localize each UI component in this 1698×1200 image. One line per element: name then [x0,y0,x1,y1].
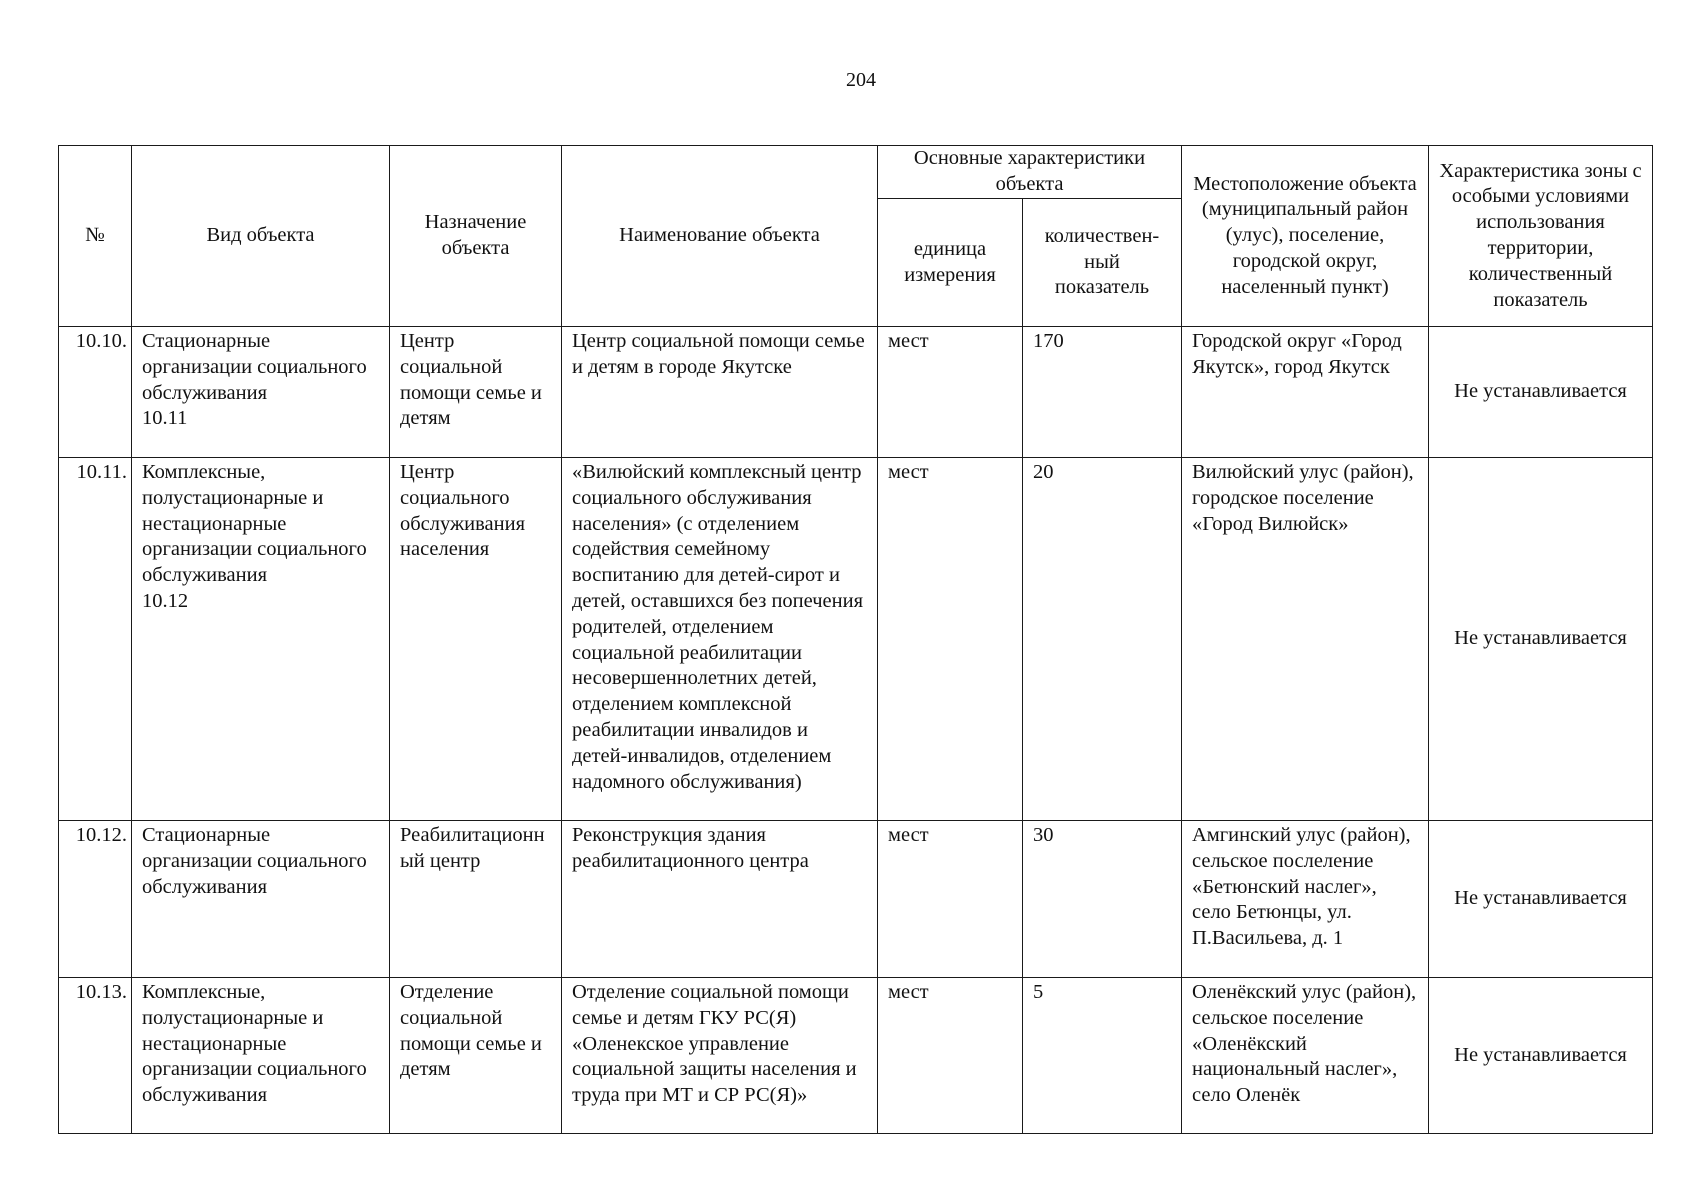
row-location: Вилюйский улус (район), городское поселение «Город Вилюйск» [1182,458,1429,821]
row-name: «Вилюйский комплексный центр социального обслуживания населения» (с отделением содействия семейному воспитанию для детей-сирот и детей, оставшихся без попечения родителей, отделением социальной реабилитации несовершеннолетних детей, отделением комплексной реабилитации инвалидов и детей-инвалидов, отделением надомного обслуживания) [562,458,878,821]
row-unit: мест [878,458,1023,821]
row-quantity: 170 [1023,327,1182,458]
header-quantity: количествен- ный показатель [1023,199,1182,327]
table-row [59,821,1653,978]
row-type: Стационарные организации социального обслуживания [132,821,390,978]
page-number: 204 [846,69,876,91]
row-type: Стационарные организации социального обслуживания 10.11 [132,327,390,458]
row-num: 10.11. [59,458,132,821]
row-purpose: Центр социального обслуживания населения [390,458,562,821]
row-num: 10.12. [59,821,132,978]
table-row [59,458,1653,821]
row-name: Реконструкция здания реабилитационного центра [562,821,878,978]
header-num: № [59,146,132,327]
row-zone: Не устанавливается [1429,821,1653,978]
row-num: 10.13. [59,978,132,1134]
row-quantity: 20 [1023,458,1182,821]
row-location: Городской округ «Город Якутск», город Якутск [1182,327,1429,458]
row-num: 10.10. [59,327,132,458]
row-location: Амгинский улус (район), сельское послеление «Бетюнский наслег», село Бетюнцы, ул. П.Васильева, д. 1 [1182,821,1429,978]
row-purpose: Реабилитационный центр [390,821,562,978]
objects-table [58,145,1653,1134]
header-type: Вид объекта [132,146,390,327]
row-unit: мест [878,978,1023,1134]
header-zone: Характеристика зоны с особыми условиями использования территории, количественный показатель [1429,146,1653,327]
row-quantity: 30 [1023,821,1182,978]
row-type: Комплексные, полустационарные и нестационарные организации социального обслуживания 10.12 [132,458,390,821]
row-purpose: Отделение социальной помощи семье и детям [390,978,562,1134]
table-row [59,978,1653,1134]
row-zone: Не устанавливается [1429,458,1653,821]
row-name: Отделение социальной помощи семье и детям ГКУ РС(Я) «Оленекское управление социальной защиты населения и труда при МТ и СР РС(Я)» [562,978,878,1134]
header-unit: единица измерения [878,199,1023,327]
row-unit: мест [878,821,1023,978]
row-unit: мест [878,327,1023,458]
row-name: Центр социальной помощи семье и детям в городе Якутске [562,327,878,458]
row-location: Оленёкский улус (район), сельское поселение «Оленёкский национальный наслег», село Оленёк [1182,978,1429,1134]
header-name: Наименование объекта [562,146,878,327]
row-type: Комплексные, полустационарные и нестационарные организации социального обслуживания [132,978,390,1134]
header-purpose: Назначение объекта [390,146,562,327]
header-location: Местоположение объекта (муниципальный район (улус), поселение, городской округ, населенный пункт) [1182,146,1429,327]
table-header [59,146,1653,327]
row-purpose: Центр социальной помощи семье и детям [390,327,562,458]
row-zone: Не устанавливается [1429,327,1653,458]
row-quantity: 5 [1023,978,1182,1134]
row-zone: Не устанавливается [1429,978,1653,1134]
table-row [59,327,1653,458]
header-characteristics: Основные характеристики объекта [878,146,1182,199]
